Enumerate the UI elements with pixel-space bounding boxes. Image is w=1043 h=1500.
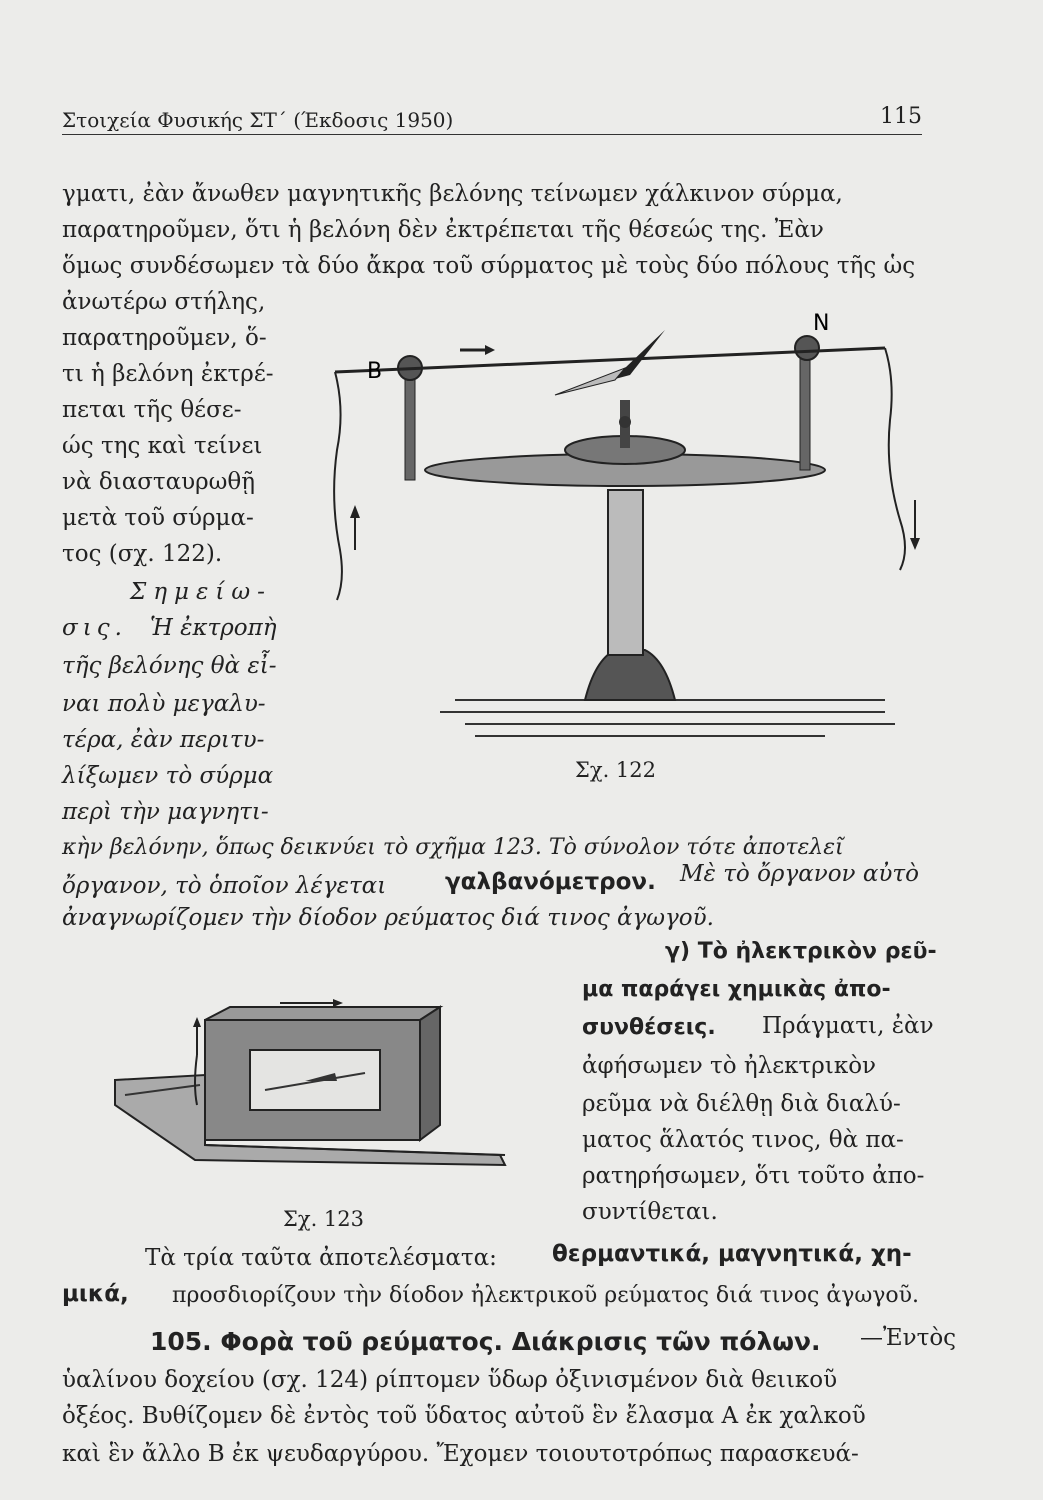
summary-rest: προσδιορίζουν τὴν δίοδον ἠλεκτρικοῦ ρεύματος διά τινος ἀγωγοῦ.: [172, 1283, 920, 1308]
text-line: συντίθεται.: [582, 1199, 718, 1225]
page-header: [62, 104, 922, 136]
text-line: παρατηροῦμεν, ὅ-: [62, 325, 267, 351]
text-line: ρατηρήσωμεν, ὅτι τοῦτο ἀπο-: [582, 1163, 925, 1189]
text-line: Πράγματι, ἐὰν: [762, 1013, 934, 1039]
text-line: ματος ἅλατός τινος, θὰ πα-: [582, 1127, 904, 1153]
text-line: ὑαλίνου δοχείου (σχ. 124) ρίπτομεν ὕδωρ ὀξινισμένον διὰ θειικοῦ: [62, 1367, 838, 1393]
text-line: ὅμως συνδέσωμεν τὰ δύο ἄκρα τοῦ σύρματος μὲ τοὺς δύο πόλους τῆς ὡς: [62, 253, 916, 279]
summary-bold: θερμαντικά, μαγνητικά, χη-: [552, 1241, 912, 1267]
figure-122-label-n: N: [813, 311, 830, 336]
summary-bold: μικά,: [62, 1281, 129, 1307]
figure-123-caption: Σχ. 123: [283, 1207, 365, 1231]
text-line: μετὰ τοῦ σύρμα-: [62, 505, 254, 531]
note-line: λίξωμεν τὸ σύρμα: [62, 763, 274, 789]
summary-intro: Τὰ τρία ταῦτα ἀποτελέσματα:: [145, 1245, 497, 1271]
text-line: ἀφήσωμεν τὸ ἠλεκτρικὸν: [582, 1053, 877, 1079]
text-line: ἀνωτέρω στήλης,: [62, 289, 266, 315]
text-line: νὰ διασταυρωθῇ: [62, 469, 256, 495]
page-number: 115: [880, 104, 922, 129]
running-title: Στοιχεία Φυσικής ΣΤ΄ (Έκδοσις 1950): [62, 108, 454, 132]
note-line: ὄργανον, τὸ ὁποῖον λέγεται: [62, 873, 387, 899]
text-line: γματι, ἐὰν ἄνωθεν μαγνητικῆς βελόνης τείνωμεν χάλκινον σύρμα,: [62, 181, 843, 207]
figure-122-caption: Σχ. 122: [575, 758, 657, 782]
note-line: Μὲ τὸ ὄργανον αὐτὸ: [680, 861, 919, 887]
section-c-heading: συνθέσεις.: [582, 1015, 716, 1040]
note-line: κὴν βελόνην, ὅπως δεικνύει τὸ σχῆμα 123. Τὸ σύνολον τότε ἀποτελεῖ: [62, 835, 844, 860]
section-c-heading: γ) Τὸ ἠλεκτρικὸν ρεῦ-: [665, 939, 937, 964]
text-line: τος (σχ. 122).: [62, 541, 223, 567]
note-line: τέρα, ἐὰν περιτυ-: [62, 727, 265, 753]
note-heading-cont: σις.: [62, 615, 127, 641]
text-line: πεται τῆς θέσε-: [62, 397, 242, 423]
text-line: τι ἡ βελόνη ἐκτρέ-: [62, 361, 274, 387]
note-line: ναι πολὺ μεγαλυ-: [62, 691, 266, 717]
text-line: καὶ ἓν ἄλλο Β ἐκ ψευδαργύρου. Ἔχομεν τοιουτοτρόπως παρασκευά-: [62, 1441, 859, 1467]
note-line: περὶ τὴν μαγνητι-: [62, 799, 269, 825]
note-line: Ἡ ἐκτροπὴ: [150, 615, 277, 641]
text-line: —Ἐντὸς: [860, 1325, 957, 1351]
figure-123-illustration: [105, 995, 525, 1175]
note-heading: Σημείω-: [130, 579, 272, 605]
figure-122-illustration: [325, 300, 940, 760]
text-line: παρατηροῦμεν, ὅτι ἡ βελόνη δὲν ἐκτρέπεται τῆς θέσεώς της. Ἐὰν: [62, 217, 824, 243]
text-line: ὀξέος. Βυθίζομεν δὲ ἐντὸς τοῦ ὕδατος αὐτοῦ ἓν ἔλασμα Α ἐκ χαλκοῦ: [62, 1403, 866, 1429]
section-c-heading: μα παράγει χημικὰς ἀπο-: [582, 977, 891, 1002]
section-105-heading: 105. Φορὰ τοῦ ρεύματος. Διάκρισις τῶν πόλων.: [150, 1327, 821, 1356]
figure-122-label-b: B: [367, 359, 383, 384]
text-line: ρεῦμα νὰ διέλθῃ διὰ διαλύ-: [582, 1091, 901, 1117]
note-line: τῆς βελόνης θὰ εἶ-: [62, 653, 277, 679]
note-line: ἀναγνωρίζομεν τὴν δίοδον ρεύματος διά τινος ἀγωγοῦ.: [62, 905, 714, 931]
galvanometer-term: γαλβανόμετρον.: [445, 869, 656, 895]
header-rule: [62, 134, 922, 135]
text-line: ώς της καὶ τείνει: [62, 433, 263, 459]
